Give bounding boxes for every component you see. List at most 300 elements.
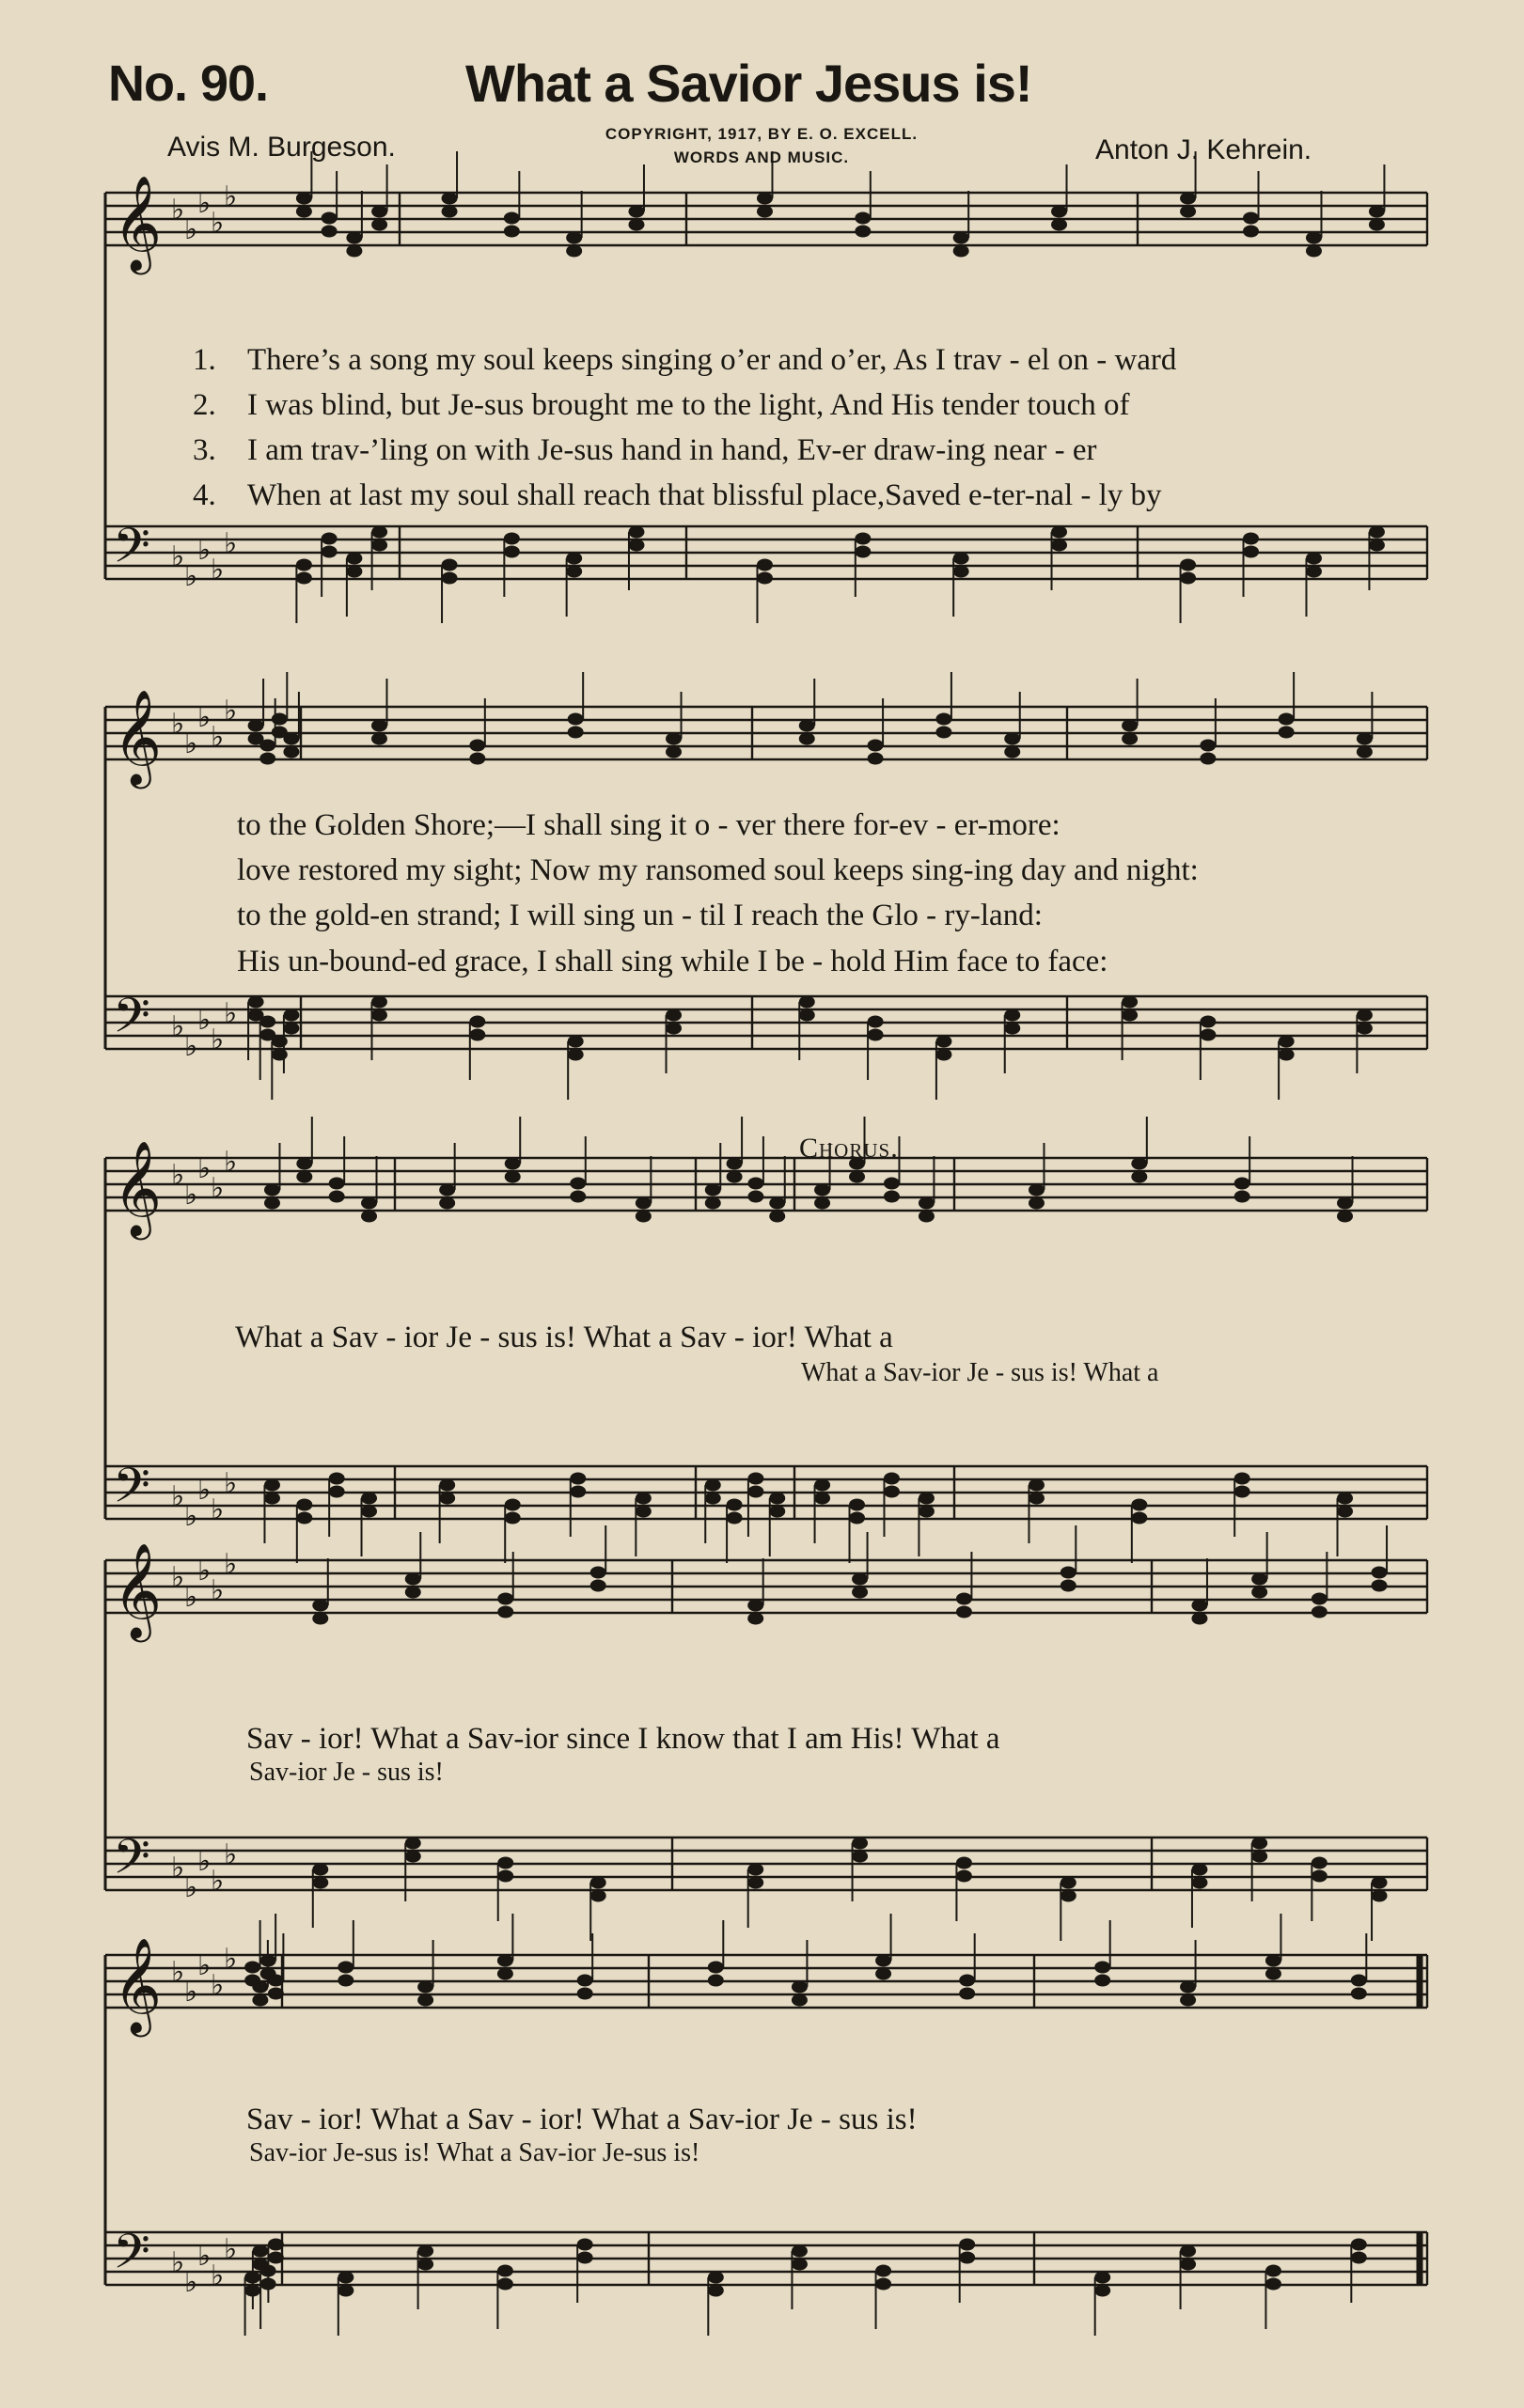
notehead <box>272 1036 288 1048</box>
notehead <box>666 733 682 745</box>
notehead <box>371 219 387 231</box>
notehead <box>849 1512 865 1525</box>
notehead <box>417 1981 433 1994</box>
notehead <box>1200 1029 1216 1041</box>
notehead <box>953 245 969 258</box>
notehead <box>322 546 338 558</box>
notehead <box>469 740 485 752</box>
notehead <box>1369 219 1385 231</box>
notehead <box>264 1479 280 1492</box>
notehead <box>1131 1512 1147 1525</box>
notehead <box>919 1493 935 1505</box>
notehead <box>747 1877 763 1889</box>
flat-icon: ♭ <box>184 1500 198 1533</box>
notehead <box>252 1994 268 2007</box>
flat-icon: ♭ <box>171 708 185 741</box>
notehead <box>875 1955 891 1967</box>
notehead <box>1312 1593 1328 1605</box>
notehead <box>371 720 387 732</box>
verse-text: There’s a song my soul keeps singing o’er and o’er, As I trav - el on - ward <box>247 343 1177 377</box>
lyricist-credit: Avis M. Burgeson. <box>167 132 396 163</box>
notehead <box>1351 1988 1367 2000</box>
notehead <box>417 2259 433 2271</box>
notehead <box>504 533 520 545</box>
notehead <box>469 1029 485 1041</box>
notehead <box>852 1587 868 1599</box>
notehead <box>1061 1580 1076 1592</box>
notehead <box>577 1975 593 1987</box>
notehead <box>497 2278 513 2291</box>
notehead <box>1004 733 1020 745</box>
notehead <box>935 1049 951 1061</box>
flat-icon: ♭ <box>171 1561 185 1594</box>
notehead <box>705 1479 721 1492</box>
notehead <box>769 1197 785 1210</box>
notehead <box>868 1029 884 1041</box>
notehead <box>283 1023 299 1035</box>
notehead <box>1265 2278 1281 2291</box>
notehead <box>1051 526 1067 539</box>
notehead <box>361 1506 377 1518</box>
treble-clef-icon: 𝄞 <box>113 1139 163 1236</box>
notehead <box>1234 1486 1250 1498</box>
notehead <box>1306 245 1322 258</box>
notehead <box>868 753 884 765</box>
notehead <box>497 1857 513 1869</box>
notehead <box>666 1023 682 1035</box>
notehead <box>855 226 871 238</box>
hymn-title: What a Savior Jesus is! <box>465 54 1032 113</box>
flat-icon: ♭ <box>224 1838 238 1871</box>
flat-icon: ♭ <box>224 695 238 727</box>
notehead <box>405 1837 421 1850</box>
notehead <box>628 526 644 539</box>
notehead <box>814 1493 830 1505</box>
notehead <box>1029 1479 1045 1492</box>
notehead <box>1004 1009 1020 1022</box>
notehead <box>935 1036 951 1048</box>
notehead <box>1312 1857 1328 1869</box>
notehead <box>1180 1981 1196 1994</box>
notehead <box>505 1171 521 1183</box>
notehead <box>252 2245 268 2258</box>
notehead <box>1357 733 1373 745</box>
notehead <box>849 1171 865 1183</box>
notehead <box>1337 1506 1353 1518</box>
notehead <box>792 1981 808 1994</box>
notehead <box>504 212 520 225</box>
flat-icon: ♭ <box>184 1581 198 1614</box>
notehead <box>439 1197 455 1210</box>
flat-icon: ♭ <box>211 1969 225 2002</box>
notehead <box>1372 1890 1388 1902</box>
notehead <box>1122 720 1138 732</box>
notehead <box>296 193 312 205</box>
notehead <box>769 1506 785 1518</box>
notehead <box>884 1178 900 1190</box>
notehead <box>1265 1968 1281 1980</box>
notehead <box>1200 740 1216 752</box>
notehead <box>727 1171 743 1183</box>
notehead <box>417 2245 433 2258</box>
notehead <box>935 713 951 726</box>
notehead <box>338 1962 354 1974</box>
notehead <box>757 193 773 205</box>
notehead <box>1372 1580 1388 1592</box>
flat-icon: ♭ <box>184 213 198 246</box>
flat-icon: ♭ <box>171 194 185 227</box>
notehead <box>338 1975 354 1987</box>
notehead <box>439 1479 455 1492</box>
notehead <box>252 1981 268 1994</box>
flat-icon: ♭ <box>224 527 238 560</box>
notehead <box>1243 533 1259 545</box>
notehead <box>1122 733 1138 745</box>
notehead <box>884 1473 900 1485</box>
notehead <box>1337 1211 1353 1223</box>
notehead <box>1357 1023 1373 1035</box>
notehead <box>283 733 299 745</box>
notehead <box>1372 1567 1388 1579</box>
notehead <box>1279 713 1295 726</box>
notehead <box>959 2252 975 2264</box>
notehead <box>577 2252 593 2264</box>
notehead <box>1265 2265 1281 2277</box>
notehead <box>849 1499 865 1511</box>
flat-icon: ♭ <box>171 1852 185 1884</box>
notehead <box>1372 1877 1388 1889</box>
notehead <box>708 2272 724 2284</box>
notehead <box>283 1009 299 1022</box>
notehead <box>959 1988 975 2000</box>
notehead <box>953 566 969 578</box>
flat-icon: ♭ <box>224 2233 238 2266</box>
notehead <box>1029 1184 1045 1196</box>
treble-clef-icon: 𝄞 <box>113 1541 163 1638</box>
notehead <box>1191 1613 1207 1625</box>
verse-line <box>193 433 1097 468</box>
flat-icon: ♭ <box>184 560 198 593</box>
flat-icon: ♭ <box>171 1159 185 1192</box>
notehead <box>1131 1499 1147 1511</box>
verse-number: 1. <box>193 343 216 377</box>
bass-clef-icon: 𝄢 <box>113 1828 150 1897</box>
notehead <box>312 1877 328 1889</box>
flat-icon: ♭ <box>224 1467 238 1500</box>
notehead <box>1306 232 1322 244</box>
notehead <box>260 1955 276 1967</box>
notehead <box>855 533 871 545</box>
notehead <box>371 996 387 1009</box>
chorus-echo-lyric: Sav-ior Je-sus is! What a Sav-ior Je-sus is! <box>249 2138 700 2167</box>
flat-icon: ♭ <box>197 1555 212 1587</box>
notehead <box>469 753 485 765</box>
notehead <box>568 1036 584 1048</box>
flat-icon: ♭ <box>224 1548 238 1581</box>
notehead <box>417 1994 433 2007</box>
notehead <box>956 1857 972 1869</box>
notehead <box>439 1493 455 1505</box>
notehead <box>747 1191 763 1203</box>
notehead <box>1094 1962 1110 1974</box>
notehead <box>570 1178 586 1190</box>
notehead <box>855 546 871 558</box>
flat-icon: ♭ <box>184 1179 198 1212</box>
notehead <box>439 1184 455 1196</box>
notehead <box>371 526 387 539</box>
chorus-echo-lyric: What a Sav-ior Je - sus is! What a <box>801 1358 1159 1387</box>
notehead <box>919 1197 935 1210</box>
notehead <box>1234 1191 1250 1203</box>
notehead <box>1279 727 1295 739</box>
notehead <box>1351 2252 1367 2264</box>
flat-icon: ♭ <box>211 1574 225 1607</box>
notehead <box>628 206 644 218</box>
notehead <box>1029 1197 1045 1210</box>
notehead <box>1369 526 1385 539</box>
notehead <box>1180 193 1196 205</box>
notehead <box>1312 1870 1328 1883</box>
flat-icon: ♭ <box>197 1845 212 1878</box>
flat-icon: ♭ <box>211 1865 225 1898</box>
notehead <box>371 733 387 745</box>
notehead <box>312 1600 328 1612</box>
notehead <box>296 572 312 585</box>
notehead <box>1357 746 1373 758</box>
notehead <box>628 219 644 231</box>
notehead <box>1180 559 1196 571</box>
notehead <box>1180 1994 1196 2007</box>
notehead <box>442 193 458 205</box>
flat-icon: ♭ <box>197 1152 212 1185</box>
notehead <box>1234 1178 1250 1190</box>
bass-clef-icon: 𝄢 <box>113 2223 150 2291</box>
notehead <box>727 1512 743 1525</box>
notehead <box>346 566 362 578</box>
notehead <box>361 1493 377 1505</box>
flat-icon: ♭ <box>211 1493 225 1526</box>
notehead <box>272 713 288 726</box>
notehead <box>272 1049 288 1061</box>
notehead <box>361 1197 377 1210</box>
chorus-lyric: Sav - ior! What a Sav - ior! What a Sav-ior Je - sus is! <box>246 2103 918 2136</box>
notehead <box>792 1994 808 2007</box>
notehead <box>727 1499 743 1511</box>
notehead <box>329 1178 345 1190</box>
bass-clef-icon: 𝄢 <box>113 987 150 1055</box>
notehead <box>747 1600 763 1612</box>
notehead <box>1004 1023 1020 1035</box>
notehead <box>708 2285 724 2297</box>
notehead <box>868 740 884 752</box>
notehead <box>504 546 520 558</box>
notehead <box>568 727 584 739</box>
notehead <box>505 1499 521 1511</box>
notehead <box>1180 206 1196 218</box>
notehead <box>442 572 458 585</box>
notehead <box>875 2265 891 2277</box>
notehead <box>1051 206 1067 218</box>
notehead <box>852 1837 868 1850</box>
chorus-lyric: What a Sav - ior Je - sus is! What a Sav - ior! What a <box>235 1321 893 1354</box>
notehead <box>322 226 338 238</box>
notehead <box>708 1975 724 1987</box>
notehead <box>442 559 458 571</box>
notehead <box>505 1158 521 1170</box>
flat-icon: ♭ <box>211 554 225 586</box>
flat-icon: ♭ <box>184 727 198 760</box>
notehead <box>935 727 951 739</box>
notehead <box>1265 1955 1281 1967</box>
notehead <box>1180 2259 1196 2271</box>
notehead <box>1369 206 1385 218</box>
notehead <box>405 1587 421 1599</box>
notehead <box>442 206 458 218</box>
notehead <box>792 2259 808 2271</box>
flat-icon: ♭ <box>171 1480 185 1513</box>
notehead <box>566 245 582 258</box>
hymn-number: No. 90. <box>108 55 269 112</box>
flat-icon: ♭ <box>171 1010 185 1043</box>
notehead <box>799 996 815 1009</box>
notehead <box>855 212 871 225</box>
notehead <box>590 1580 606 1592</box>
verse-line <box>193 478 1162 513</box>
notehead <box>747 1473 763 1485</box>
notehead <box>283 746 299 758</box>
flat-icon: ♭ <box>197 2240 212 2273</box>
notehead <box>570 1191 586 1203</box>
bass-clef-icon: 𝄢 <box>113 517 150 586</box>
treble-clef-icon: 𝄞 <box>113 174 163 271</box>
treble-clef-icon: 𝄞 <box>113 688 163 785</box>
notehead <box>636 1493 652 1505</box>
notehead <box>636 1506 652 1518</box>
notehead <box>1251 1573 1267 1586</box>
verse-line: to the Golden Shore;—I shall sing it o - ver there for-ev - er-more: <box>237 808 1061 842</box>
notehead <box>919 1506 935 1518</box>
notehead <box>769 1493 785 1505</box>
flat-icon: ♭ <box>197 187 212 220</box>
notehead <box>919 1211 935 1223</box>
notehead <box>666 1009 682 1022</box>
notehead <box>329 1486 345 1498</box>
notehead <box>1243 212 1259 225</box>
notehead <box>1279 1049 1295 1061</box>
notehead <box>1004 746 1020 758</box>
notehead <box>497 1968 513 1980</box>
notehead <box>884 1191 900 1203</box>
chorus-lyric: Sav - ior! What a Sav-ior since I know that I am His! What a <box>246 1722 1000 1756</box>
notehead <box>1061 1567 1076 1579</box>
notehead <box>757 559 773 571</box>
notehead <box>296 1512 312 1525</box>
chorus-echo-lyric: Sav-ior Je - sus is! <box>249 1758 444 1787</box>
notehead <box>1243 546 1259 558</box>
notehead <box>959 2239 975 2251</box>
notehead <box>566 232 582 244</box>
notehead <box>628 539 644 552</box>
notehead <box>1369 539 1385 552</box>
treble-clef-icon: 𝄞 <box>113 1936 163 2033</box>
notehead <box>636 1197 652 1210</box>
copyright-line: WORDS AND MUSIC. <box>673 149 850 166</box>
notehead <box>1279 1036 1295 1048</box>
notehead <box>590 1890 606 1902</box>
notehead <box>747 1178 763 1190</box>
notehead <box>296 1499 312 1511</box>
flat-icon: ♭ <box>171 1956 185 1989</box>
notehead <box>371 539 387 552</box>
notehead <box>814 1184 830 1196</box>
flat-icon: ♭ <box>211 721 225 754</box>
flat-icon: ♭ <box>197 534 212 567</box>
notehead <box>1191 1600 1207 1612</box>
notehead <box>346 232 362 244</box>
flat-icon: ♭ <box>197 1474 212 1507</box>
notehead <box>497 2265 513 2277</box>
notehead <box>371 1009 387 1022</box>
flat-icon: ♭ <box>184 1976 198 2009</box>
notehead <box>799 733 815 745</box>
notehead <box>636 1211 652 1223</box>
notehead <box>1094 1975 1110 1987</box>
notehead <box>568 1049 584 1061</box>
notehead <box>769 1211 785 1223</box>
flat-icon: ♭ <box>224 1943 238 1976</box>
notehead <box>568 713 584 726</box>
notehead <box>590 1877 606 1889</box>
notehead <box>1051 219 1067 231</box>
notehead <box>705 1493 721 1505</box>
notehead <box>1094 2272 1110 2284</box>
notehead <box>259 740 275 752</box>
verse-text: I was blind, but Je-sus brought me to the light, And His tender touch of <box>247 388 1130 422</box>
notehead <box>1337 1197 1353 1210</box>
notehead <box>296 1171 312 1183</box>
notehead <box>346 553 362 565</box>
verse-line: love restored my sight; Now my ransomed soul keeps sing-ing day and night: <box>237 853 1199 887</box>
notehead <box>1180 2245 1196 2258</box>
verse-text: I am trav-’ling on with Je-sus hand in hand, Ev-er draw-ing near - er <box>247 433 1097 467</box>
flat-icon: ♭ <box>197 1949 212 1982</box>
notehead <box>1306 566 1322 578</box>
notehead <box>953 232 969 244</box>
verse-number: 2. <box>193 388 216 422</box>
notehead <box>1122 1009 1138 1022</box>
notehead <box>361 1211 377 1223</box>
notehead <box>577 2239 593 2251</box>
verse-line: to the gold-en strand; I will sing un - til I reach the Glo - ry-land: <box>237 899 1043 932</box>
verse-number: 4. <box>193 478 216 512</box>
notehead <box>505 1512 521 1525</box>
notehead <box>799 1009 815 1022</box>
notehead <box>1191 1877 1207 1889</box>
notehead <box>504 226 520 238</box>
notehead <box>371 206 387 218</box>
notehead <box>590 1567 606 1579</box>
notehead <box>259 753 275 765</box>
notehead <box>1337 1493 1353 1505</box>
notehead <box>727 1158 743 1170</box>
verse-line <box>193 388 1130 423</box>
notehead <box>577 1988 593 2000</box>
notehead <box>1180 572 1196 585</box>
notehead <box>1351 2239 1367 2251</box>
verse-line: His un-bound-ed grace, I shall sing while I be - hold Him face to face: <box>237 945 1108 978</box>
bass-clef-icon: 𝄢 <box>113 1457 150 1525</box>
notehead <box>469 1016 485 1028</box>
